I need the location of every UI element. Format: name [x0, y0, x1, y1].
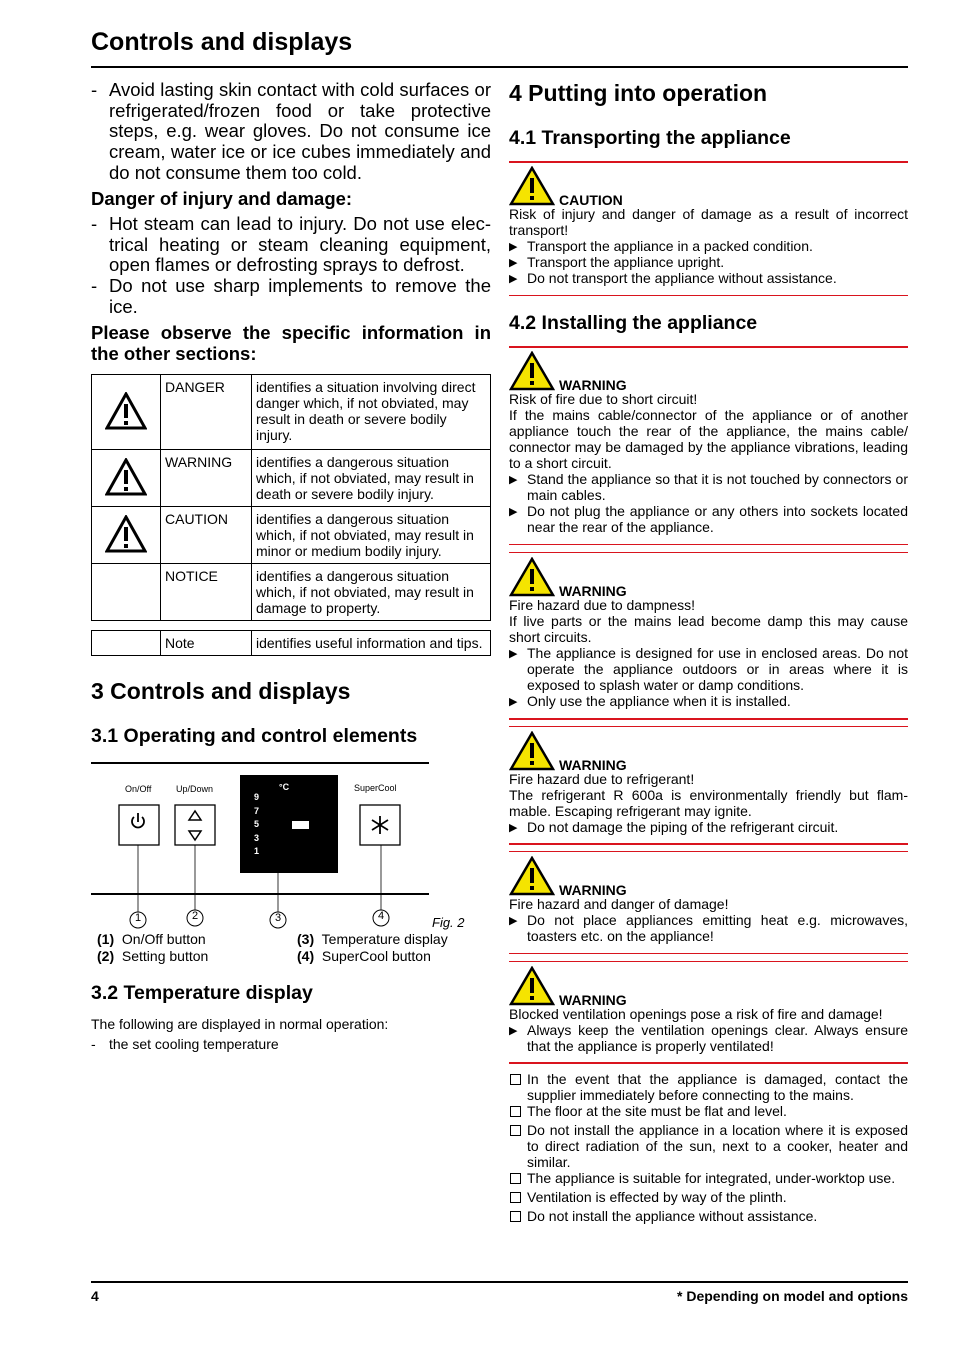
table-row	[92, 507, 491, 564]
section-3-2-intro: The following are displayed in normal operation:	[91, 1016, 389, 1032]
figure-label: Fig. 2	[432, 915, 465, 930]
warning-keyword: WARNING	[559, 882, 627, 898]
caution-text: Risk of injury and danger of damage as a result of incorrect transport!	[509, 206, 908, 238]
warning-icon	[509, 351, 555, 391]
danger-heading: Danger of injury and damage:	[91, 188, 353, 209]
danger-item: Do not use sharp implements to remove the ice.	[109, 275, 491, 317]
signal-word-table	[91, 374, 491, 621]
list-item: Do not install the appliance in a location where it is exposed to direct radiation of the sun, next to a cooker, heater and similar.	[509, 1122, 908, 1170]
red-rule	[509, 718, 908, 720]
intro-item: - Avoid lasting skin contact with cold surfaces or refrigerated/frozen food or take protective steps, e.g. wear gloves. Do not consume ice cream, water ice or ice cubes immediately and do not consume them too cold.	[91, 79, 491, 183]
section-3-2-list: - the set cooling temperature	[91, 1036, 279, 1052]
list-item: In the event that the appliance is damaged, contact the supplier immediately before connecting to the mains.	[509, 1071, 908, 1103]
legend-4: (4) SuperCool button	[297, 948, 431, 964]
warning-keyword: WARNING	[559, 377, 627, 393]
on-off-label: On/Off	[125, 784, 152, 794]
warning-triangle-icon	[92, 450, 161, 507]
legend-2: (2) Setting button	[97, 948, 209, 964]
list-item: The floor at the site must be flat and level.	[509, 1103, 908, 1119]
warning-block-4: WARNING Fire hazard and danger of damage! ▶ Do not place appliances emitting heat e.g. microwaves, toasters etc. on the appliance!	[509, 856, 908, 944]
callout-4: 4	[377, 910, 385, 922]
signal-keyword: WARNING	[161, 450, 252, 507]
table-row	[92, 450, 491, 507]
caution-keyword: CAUTION	[559, 192, 623, 208]
warning-icon	[509, 731, 555, 771]
caution-block: CAUTION Risk of injury and danger of damage as a result of incorrect transport! ▶ Transport the appliance in a packed condition. ▶ Transport the appliance upright. ▶ Do not transport the appliance without assistance.	[509, 166, 908, 286]
up-down-label: Up/Down	[176, 784, 214, 794]
intro-item-text: Avoid lasting skin contact with cold surfaces or refrigerated/frozen food or take protective steps, e.g. wear gloves. Do not consume ice cream, water ice or ice cubes immediately and do not consume them too cold.	[109, 79, 491, 183]
warning-icon	[509, 966, 555, 1006]
section-4-2-title: 4.2 Installing the appliance	[509, 312, 758, 334]
red-rule	[509, 961, 908, 962]
table-row	[92, 564, 491, 621]
signal-keyword: NOTICE	[161, 564, 252, 621]
section-4-title: 4 Putting into operation	[509, 80, 768, 106]
supercool-label: SuperCool	[354, 783, 397, 793]
red-rule	[509, 851, 908, 852]
warning-icon	[509, 856, 555, 896]
signal-description: identifies a dangerous situation which, if not obviated, may result in death or severe bodily injury.	[252, 450, 491, 507]
warning-triangle-icon	[92, 507, 161, 564]
red-rule	[509, 346, 908, 348]
warning-keyword: WARNING	[559, 757, 627, 773]
warning-triangle-icon	[92, 375, 161, 450]
signal-description: identifies a dangerous situation which, if not obviated, may result in minor or medium bodily injury.	[252, 507, 491, 564]
section-3-1-title: 3.1 Operating and control elements	[91, 725, 418, 747]
red-rule	[509, 1062, 908, 1064]
red-rule	[509, 295, 908, 296]
note-table	[91, 630, 491, 656]
danger-list: - Hot steam can lead to injury. Do not use elec-trical heating or steam cleaning equipment, open flames or defrosting sprays to defrost. - Do not use sharp implements to remove the ice.	[91, 213, 491, 317]
footer-note: * Depending on model and options	[677, 1288, 908, 1304]
warning-block-2: WARNING Fire hazard due to dampness! If live parts or the mains lead become damp this may cause short circuits. ▶ The appliance is designed for use in enclosed areas. Do not operate the appliance outdoors or in areas where it is exposed to splash water or damp conditions. ▶ Only use the appliance when it is installed.	[509, 557, 908, 709]
danger-item: Hot steam can lead to injury. Do not use elec-trical heating or steam cleaning equipment, open flames or defrosting sprays to defrost.	[109, 213, 491, 276]
observe-heading: Please observe the specific information in the other sections:	[91, 322, 491, 364]
section-4-1-title: 4.1 Transporting the appliance	[509, 127, 791, 149]
callout-2: 2	[191, 910, 199, 922]
warning-block-1: WARNING Risk of fire due to short circuit! If the mains cable/connector of the appliance or of another appliance touch the rear of the appliance, the mains cable/ connector may be damaged by the appliance vibrations, leading to a short circuit. ▶ Stand the appliance so that it is not touched by connectors or main cables. ▶ Do not plug the appliance or any others into sockets located near the rear of the appliance.	[509, 351, 908, 535]
table-row	[92, 375, 491, 450]
display-scale: 9 7 5 3 1	[254, 792, 260, 856]
note-description: identifies useful information and tips.	[252, 631, 491, 656]
list-item: Ventilation is effected by way of the plinth.	[509, 1189, 908, 1205]
signal-description: identifies a dangerous situation which, if not obviated, may result in damage to property.	[252, 564, 491, 621]
signal-description: identifies a situation involving direct danger which, if not obviated, may result in death or severe bodily injury.	[252, 375, 491, 450]
warning-keyword: WARNING	[559, 583, 627, 599]
header-rule	[91, 66, 908, 68]
red-rule	[509, 544, 908, 545]
display-unit: °C	[279, 782, 290, 792]
callout-1: 1	[134, 912, 142, 924]
signal-keyword: CAUTION	[161, 507, 252, 564]
signal-keyword: DANGER	[161, 375, 252, 450]
callout-3: 3	[274, 912, 282, 924]
caution-icon	[509, 166, 555, 206]
warning-block-5: WARNING Blocked ventilation openings pose a risk of fire and damage! ▶ Always keep the ventilation openings clear. Always ensure that the appliance is properly ventilated!	[509, 966, 908, 1054]
footer-rule	[91, 1281, 908, 1283]
warning-block-3: WARNING Fire hazard due to refrigerant! The refrigerant R 600a is environmentally friendly but flam-mable. Escaping refrigerant may ignite. ▶ Do not damage the piping of the refrigerant circuit.	[509, 731, 908, 835]
page-number: 4	[91, 1288, 99, 1304]
red-rule	[509, 726, 908, 727]
section-3-title: 3 Controls and displays	[91, 678, 351, 704]
list-item: The appliance is suitable for integrated, under-worktop use.	[509, 1170, 908, 1186]
red-rule	[509, 953, 908, 954]
installation-checklist	[509, 1071, 908, 1224]
red-rule	[509, 843, 908, 845]
note-keyword: Note	[161, 631, 252, 656]
legend-1: (1) On/Off button	[97, 931, 206, 947]
warning-keyword: WARNING	[559, 992, 627, 1008]
section-3-2-title: 3.2 Temperature display	[91, 982, 313, 1004]
red-rule	[509, 161, 908, 163]
list-item: Do not install the appliance without assistance.	[509, 1208, 908, 1224]
table-row	[92, 631, 491, 656]
warning-icon	[509, 557, 555, 597]
red-rule	[509, 552, 908, 553]
legend-3: (3) Temperature display	[297, 931, 448, 947]
page-header-title: Controls and displays	[91, 28, 353, 56]
control-panel-figure	[91, 760, 491, 940]
